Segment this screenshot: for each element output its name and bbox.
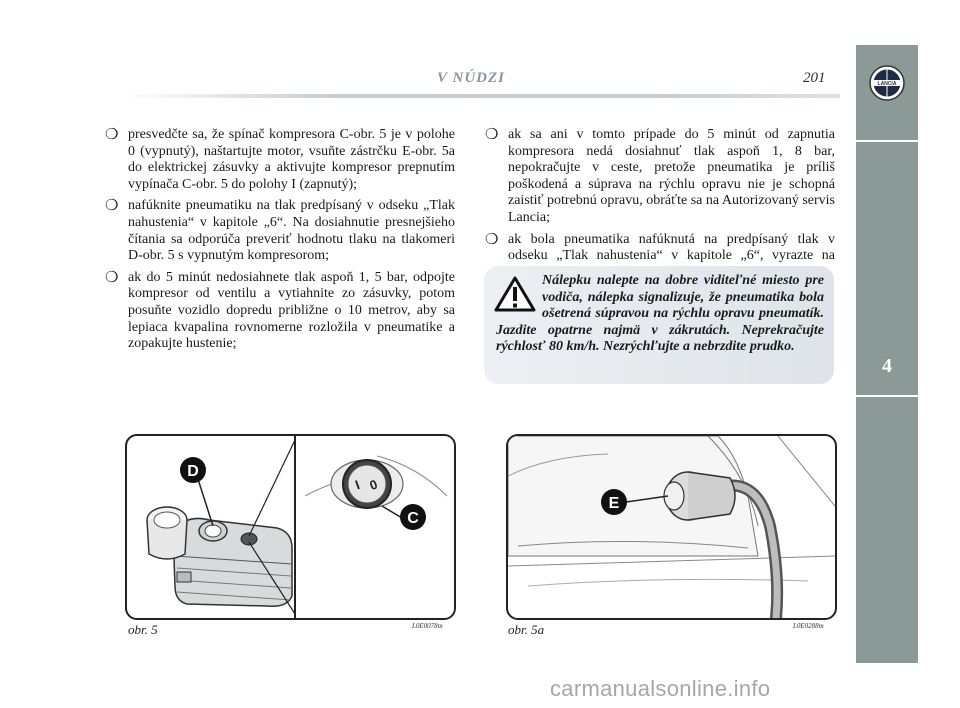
page-number: 201 — [803, 70, 826, 86]
bullet-circle-icon: ❍ — [105, 269, 119, 286]
bullet-text: nafúknite pneumatiku na tlak predpísaný v odseku „Tlak nahustenia“ v kapitole „6“. Na dosiahnutie presnejšieho čítania sa odporúča preveriť hodnotu tlaku na tlakomeri D-obr. 5 s vypnutým kompresorom; — [128, 198, 455, 264]
compressor-body-illustration — [147, 507, 292, 606]
label-d-marker — [180, 457, 206, 483]
bullet-item — [105, 270, 455, 353]
header-title: V NÚDZI — [437, 70, 505, 86]
left-column — [105, 127, 455, 358]
warning-text: Nálepku nalepte na dobre viditeľné miesto pre vodiča, nálepka signalizuje, že pneumatika bola ošetrená súpravou na rýchlu opravu pneumatík. Jazdite opatrne najmä v zákrutách. Neprekračujte rýchlosť 80 km/h. Nezrýchľujte a nebrzdite prudko. — [496, 273, 824, 354]
bullet-text: ak sa ani v tomto prípade do 5 minút od zapnutia kompresora nedá dosiahnuť tlak aspoň 1, 8 bar, nepokračujte v ceste, pretože pneumatika je príliš poškodená a súprava na rýchlu opravu nie je schopná zaistiť potrebnú opravu, obráťte sa na Autorizovaný servis Lancia; — [508, 127, 835, 225]
bullet-text: presvedčte sa, že spínač kompresora C-obr. 5 je v polohe 0 (vypnutý), naštartujte motor, vsuňte zástrčku E-obr. 5a do elektrickej zásuvky a aktivujte kompresor prepnutím vypínača C-obr. 5 do polohy I (zapnutý); — [128, 127, 455, 192]
figure-5-caption: obr. 5 — [128, 622, 158, 637]
svg-text:0: 0 — [367, 476, 380, 494]
figure-5 — [125, 434, 456, 620]
bullet-item — [105, 198, 455, 264]
bullet-circle-icon: ❍ — [485, 127, 499, 143]
figure-5a-code: L0E0288m — [793, 622, 824, 630]
watermark: carmanualsonline.info — [550, 676, 771, 701]
figure-5a-caption: obr. 5a — [508, 622, 545, 637]
warning-triangle-icon — [494, 276, 536, 312]
right-column — [485, 127, 835, 286]
bullet-circle-icon: ❍ — [105, 198, 119, 215]
svg-text:D: D — [187, 463, 199, 480]
sidebar-divider — [856, 395, 918, 397]
chapter-number: 4 — [882, 355, 892, 377]
bullet-circle-icon: ❍ — [485, 231, 499, 248]
bullet-text: ak bola pneumatika nafúknutá na predpísaný tlak v odseku „Tlak nahustenia“ v kapitole „6“, vyrazte na — [508, 231, 835, 264]
figure-5a — [506, 434, 837, 620]
bullet-item — [105, 127, 455, 193]
svg-text:E: E — [608, 495, 620, 512]
bullet-text: ak do 5 minút nedosiahnete tlak aspoň 1, 5 bar, odpojte kompresor od ventilu a vytiahnite zo zásuvky, potom posuňte vozidlo dopredu približne o 10 metrov, aby sa lepiaca kvapalina rovnomerne rozložila v pneumatike a zopakujte hustenie; — [128, 269, 455, 352]
figure-5-code: L0E0078m — [412, 622, 443, 630]
header-rule — [120, 94, 840, 98]
label-c-marker — [400, 504, 426, 530]
lancia-logo-icon — [869, 65, 905, 101]
chapter-sidebar — [856, 45, 918, 663]
svg-text:I: I — [353, 477, 362, 493]
logo-text: LANCIA — [877, 81, 897, 87]
bullet-circle-icon: ❍ — [105, 127, 119, 143]
label-e-marker — [601, 489, 627, 515]
sidebar-divider — [856, 140, 918, 142]
svg-text:C: C — [407, 510, 419, 527]
warning-box — [484, 266, 834, 384]
bullet-item — [485, 127, 835, 227]
